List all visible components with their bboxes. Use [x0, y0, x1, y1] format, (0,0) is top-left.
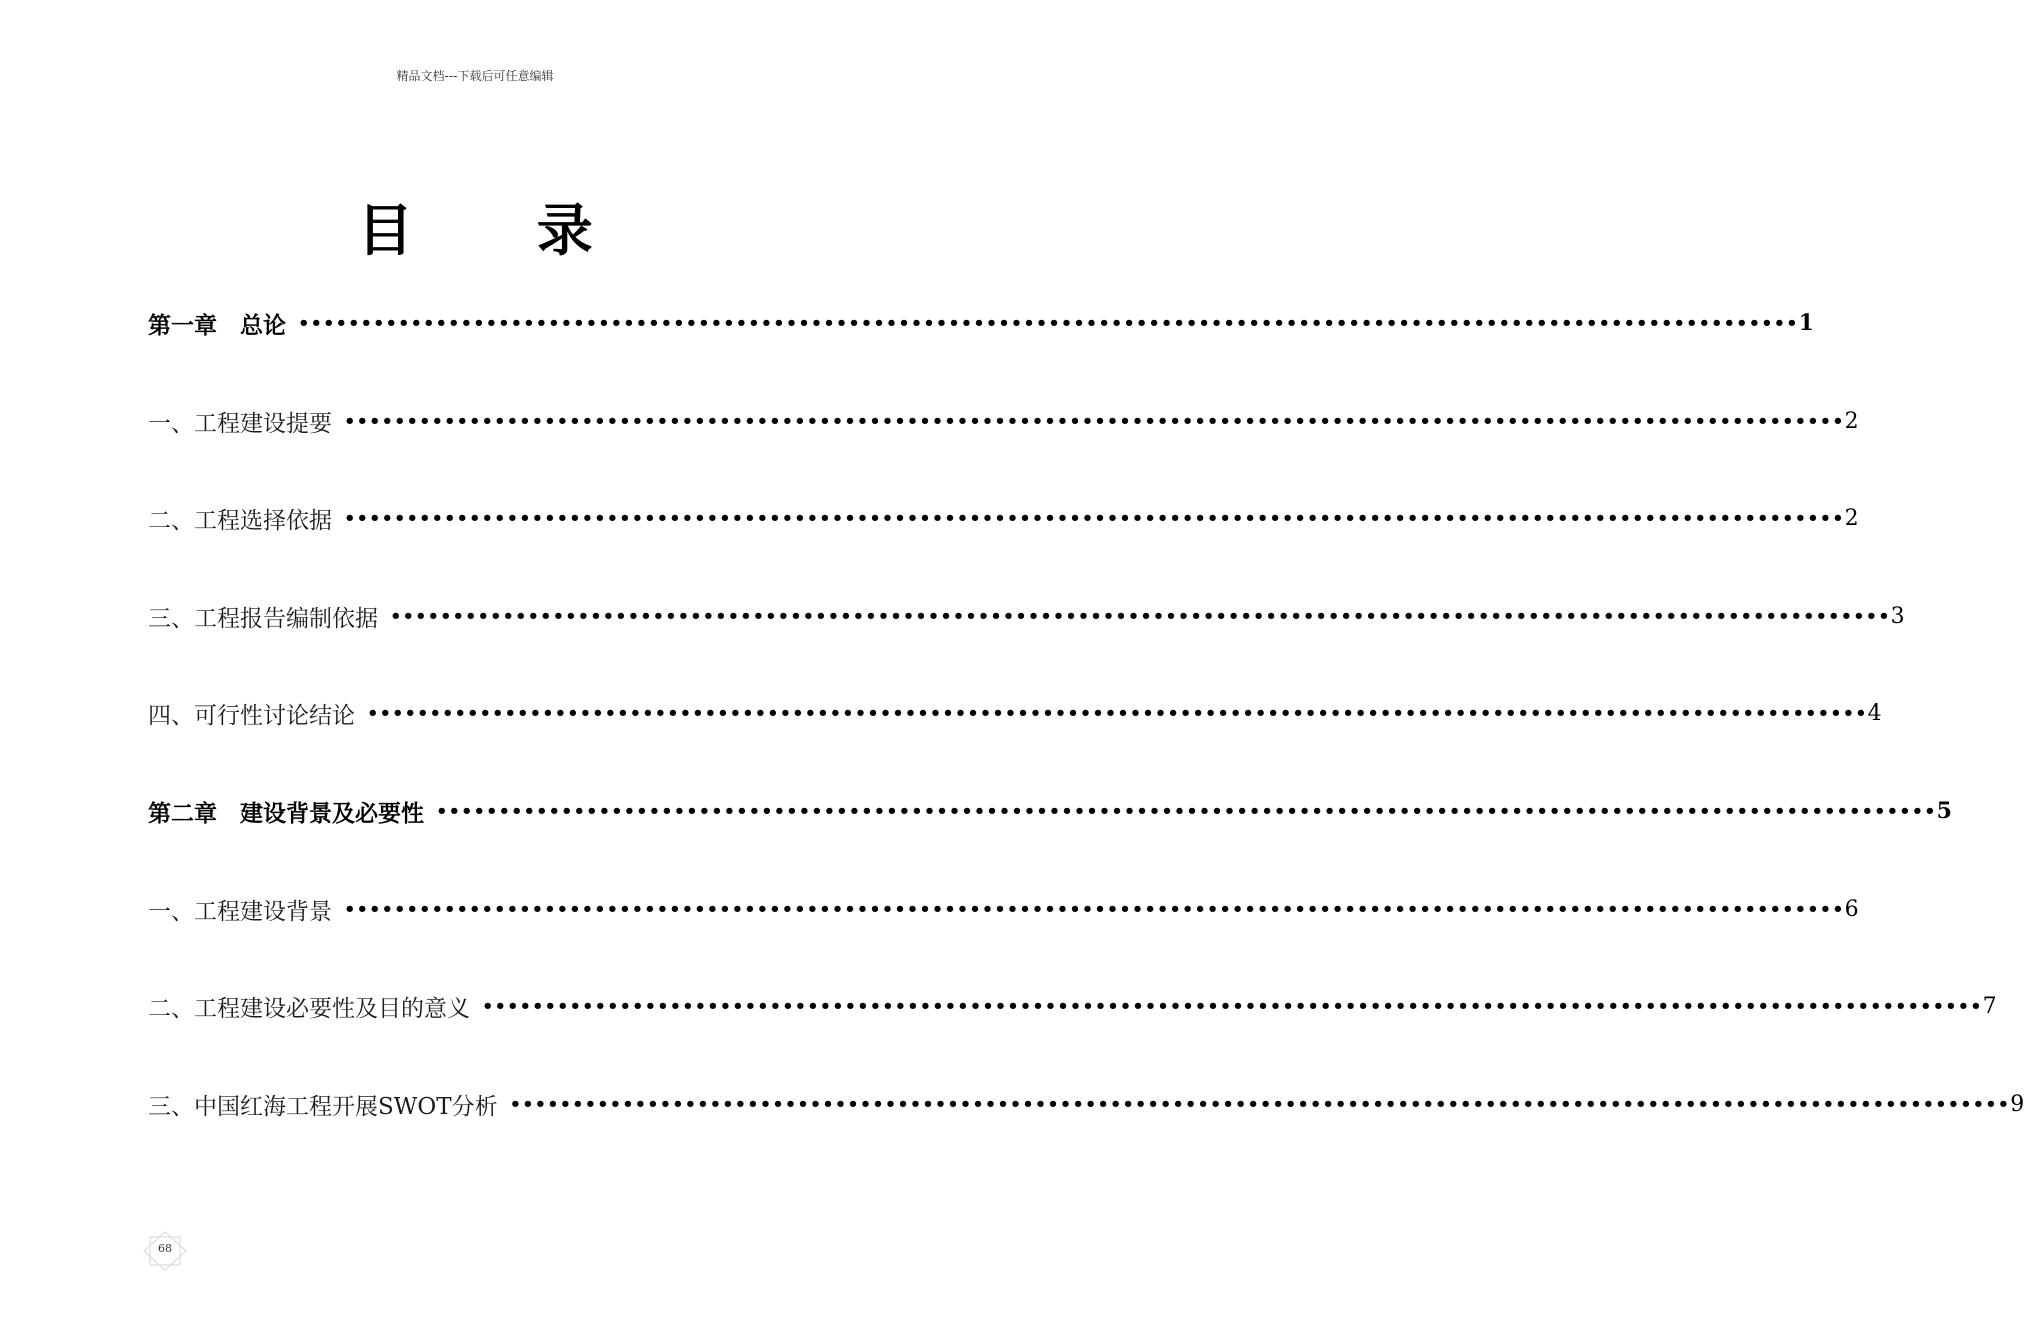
toc-leader-dots: •••••••••••••••••••••••••••••••••••••••••••••••••••••••••••••••••••••••••••••••••••••••••••••••••••••••••••••••••••••••• [367, 702, 1868, 724]
toc-entry-label: 第二章 建设背景及必要性 [148, 799, 424, 827]
toc-chapter-entry[interactable] [148, 794, 1952, 828]
toc-page-number: 9 [2010, 1091, 2024, 1117]
toc-leader-dots: •••••••••••••••••••••••••••••••••••••••••••••••••••••••••••••••••••••••••••••••••••••••••••••••••••••••••••••••••••••••• [344, 410, 1845, 432]
toc-section-entry[interactable] [148, 404, 1859, 438]
page-number-badge [143, 1231, 187, 1271]
toc-entry-label: 二、工程选择依据 [148, 507, 332, 534]
toc-section-entry[interactable] [148, 599, 1905, 633]
toc-page-number: 5 [1936, 798, 1952, 824]
toc-entry-label: 一、工程建设背景 [148, 898, 332, 925]
toc-leader-dots: •••••••••••••••••••••••••••••••••••••••••••••••••••••••••••••••••••••••••••••••••••••••••••••••••••••••••••••••••••••••• [509, 1093, 2011, 1115]
toc-section-entry[interactable] [148, 892, 1859, 926]
toc-leader-dots: •••••••••••••••••••••••••••••••••••••••••••••••••••••••••••••••••••••••••••••••••••••••••••••••••••••••••••••••••••••••• [482, 995, 1983, 1017]
toc-page-number: 7 [1982, 993, 1997, 1019]
toc-leader-dots: •••••••••••••••••••••••••••••••••••••••••••••••••••••••••••••••••••••••••••••••••••••••••••••••••••••••••••••••••••••••• [344, 898, 1845, 920]
toc-section-entry[interactable] [148, 501, 1859, 535]
toc-page-number: 4 [1867, 700, 1882, 726]
toc-section-entry[interactable] [148, 1087, 2024, 1121]
toc-entry-label: 第一章 总论 [148, 311, 286, 339]
toc-page-number: 3 [1890, 603, 1905, 629]
toc-entry-label: 三、工程报告编制依据 [148, 605, 378, 632]
toc-chapter-entry[interactable] [148, 306, 1814, 340]
toc-page-number: 6 [1844, 896, 1859, 922]
toc-leader-dots: •••••••••••••••••••••••••••••••••••••••••••••••••••••••••••••••••••••••••••••••••••••••••••••••••••••••••••••••••••••••• [390, 605, 1891, 627]
toc-page-number: 2 [1844, 505, 1859, 531]
page-title: 目 录 [357, 199, 645, 264]
header-note: 精品文档---下载后可任意编辑 [396, 69, 554, 83]
toc-page-number: 1 [1798, 310, 1814, 336]
toc-section-entry[interactable] [148, 989, 1997, 1023]
toc-leader-dots: •••••••••••••••••••••••••••••••••••••••••••••••••••••••••••••••••••••••••••••••••••••••••••••••••••••••••••••••••••••••• [344, 507, 1845, 529]
toc-page-number: 2 [1844, 408, 1859, 434]
toc-leader-dots: •••••••••••••••••••••••••••••••••••••••••••••••••••••••••••••••••••••••••••••••••••••••••••••••••••••••••••••••••••••••• [436, 800, 1937, 822]
toc-section-entry[interactable] [148, 696, 1882, 730]
toc-entry-label: 二、工程建设必要性及目的意义 [148, 995, 470, 1022]
toc-entry-label: 三、中国红海工程开展SWOT分析 [148, 1093, 498, 1120]
toc-entry-label: 一、工程建设提要 [148, 410, 332, 437]
toc-entry-label: 四、可行性讨论结论 [148, 702, 355, 729]
toc-leader-dots: •••••••••••••••••••••••••••••••••••••••••••••••••••••••••••••••••••••••••••••••••••••••••••••••••••••••••••••••••••••••• [298, 312, 1799, 334]
page-number: 68 [158, 1242, 172, 1255]
